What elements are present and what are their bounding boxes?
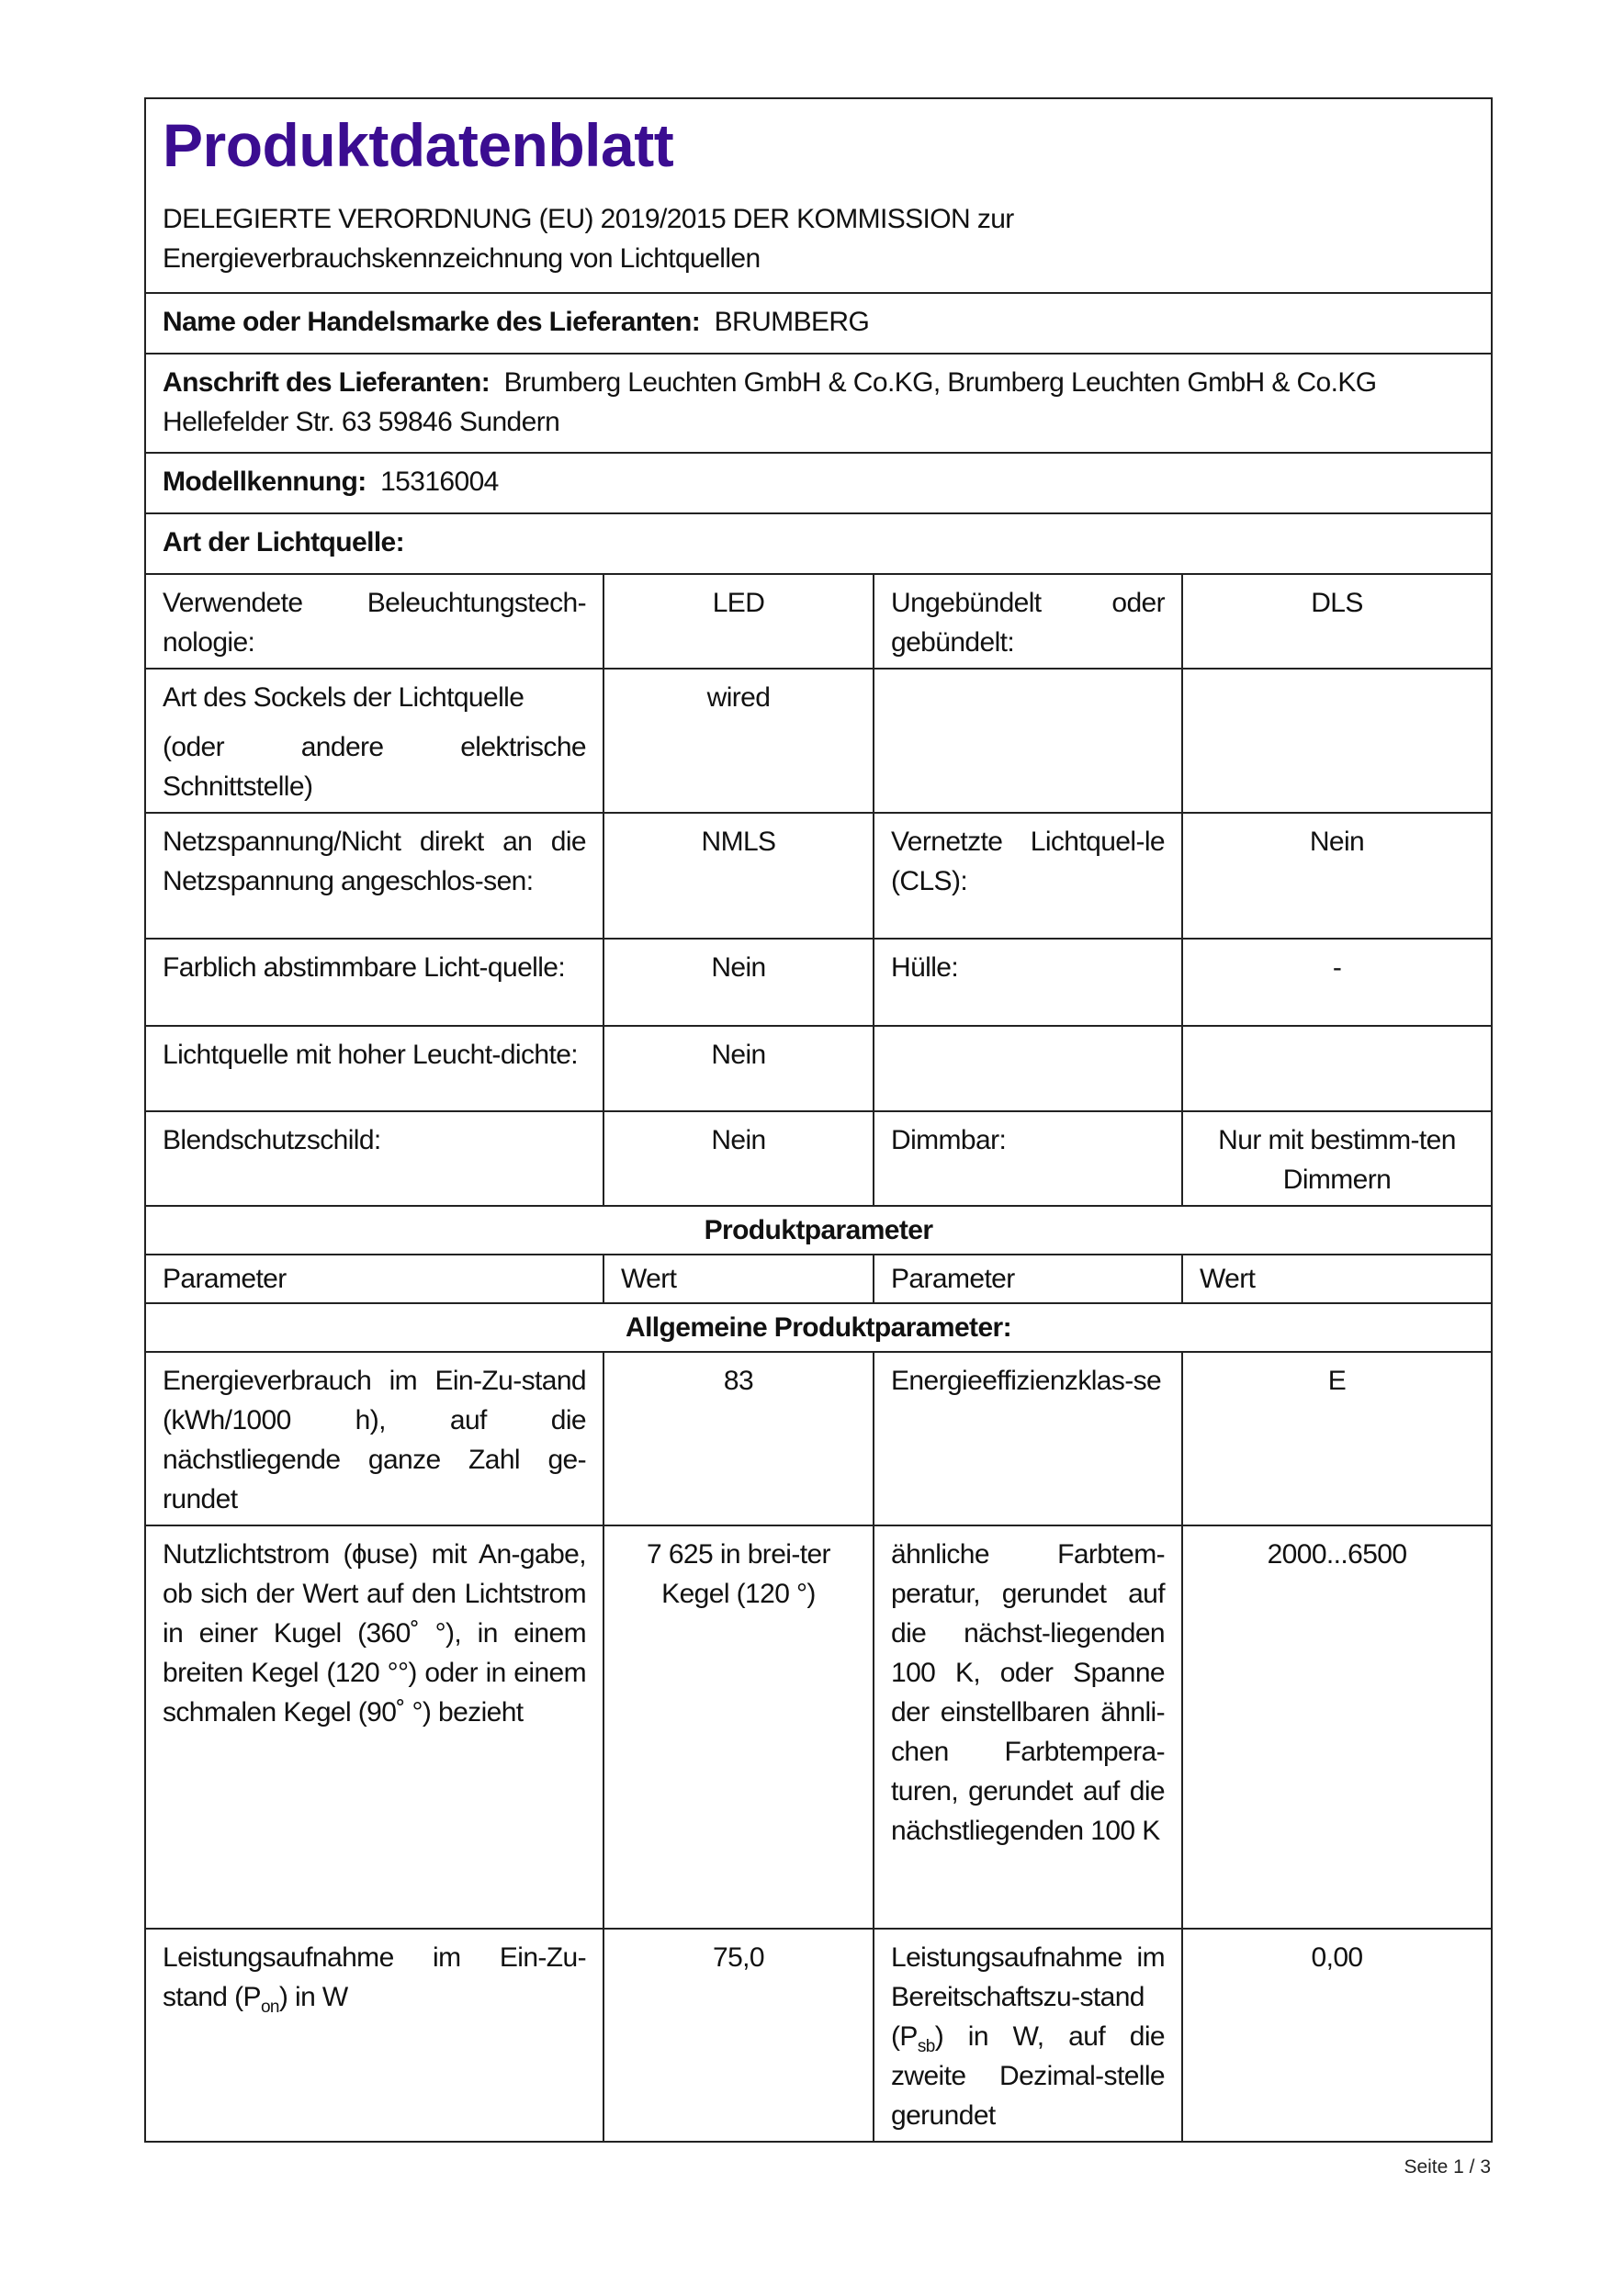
param-value: Nur mit bestimm-ten Dimmern bbox=[1182, 1111, 1492, 1206]
supplier-address-row bbox=[145, 354, 1492, 453]
model-label: Modellkennung: bbox=[163, 467, 367, 497]
param-label: ähnliche Farbtem-peratur, gerundet auf die nächst-liegenden 100 K, oder Spanne der einstellbaren ähnli-chen Farbtempera-turen, gerundet auf die nächstliegenden 100 K bbox=[874, 1525, 1182, 1929]
param-value: LED bbox=[603, 574, 874, 669]
param-value: Nein bbox=[1182, 813, 1492, 939]
header-cell bbox=[145, 98, 1492, 293]
param-label: Blendschutzschild: bbox=[145, 1111, 603, 1206]
general-parameters-heading: Allgemeine Produktparameter: bbox=[145, 1303, 1492, 1352]
param-label: Vernetzte Lichtquel-le (CLS): bbox=[874, 813, 1182, 939]
param-label: Lichtquelle mit hoher Leucht-dichte: bbox=[145, 1026, 603, 1111]
param-label bbox=[874, 669, 1182, 813]
param-value: 2000...6500 bbox=[1182, 1525, 1492, 1929]
table-row bbox=[145, 813, 1492, 939]
param-label: Dimmbar: bbox=[874, 1111, 1182, 1206]
param-label: Ungebündelt oder gebündelt: bbox=[874, 574, 1182, 669]
param-label: Leistungsaufnahme im Ein-Zu-stand $(P_{on})$ in W bbox=[145, 1929, 603, 2142]
param-label: Netzspannung/Nicht direkt an die Netzspannung angeschlos-sen: bbox=[145, 813, 603, 939]
supplier-name-row bbox=[145, 293, 1492, 354]
page-number: Seite 1 / 3 bbox=[1404, 2156, 1491, 2178]
param-value: Nein bbox=[603, 1026, 874, 1111]
param-value: E bbox=[1182, 1352, 1492, 1525]
table-row bbox=[145, 574, 1492, 669]
supplier-name-label: Name oder Handelsmarke des Lieferanten: bbox=[163, 307, 701, 337]
table-row bbox=[145, 669, 1492, 813]
light-source-type-heading-row bbox=[145, 513, 1492, 574]
light-source-type-heading: Art der Lichtquelle: bbox=[145, 513, 1492, 574]
param-value: 75,0 bbox=[603, 1929, 874, 2142]
param-label: Verwendete Beleuchtungstech-nologie: bbox=[145, 574, 603, 669]
table-row bbox=[145, 1352, 1492, 1525]
model-row bbox=[145, 453, 1492, 513]
param-value: 0,00 bbox=[1182, 1929, 1492, 2142]
general-parameters-heading-row bbox=[145, 1303, 1492, 1352]
param-value: Nein bbox=[603, 939, 874, 1026]
column-header-value: Wert bbox=[603, 1255, 874, 1303]
param-value: - bbox=[1182, 939, 1492, 1026]
param-label-note: (oder andere elektrische Schnittstelle) bbox=[163, 732, 586, 802]
param-label: Energieeffizienzklas-se bbox=[874, 1352, 1182, 1525]
param-value: NMLS bbox=[603, 813, 874, 939]
regulation-line-1: DELEGIERTE VERORDNUNG (EU) 2019/2015 DER KOMMISSION zur bbox=[163, 204, 1014, 234]
param-label bbox=[874, 1026, 1182, 1111]
column-header-row bbox=[145, 1255, 1492, 1303]
column-header-parameter: Parameter bbox=[874, 1255, 1182, 1303]
param-label: Farblich abstimmbare Licht-quelle: bbox=[145, 939, 603, 1026]
supplier-address-value: Brumberg Leuchten GmbH & Co.KG, Brumberg Leuchten GmbH & Co.KG Hellefelder Str. 63 59846 Sundern bbox=[163, 367, 1377, 437]
table-row bbox=[145, 1525, 1492, 1929]
model-value: 15316004 bbox=[380, 467, 499, 497]
product-data-sheet bbox=[144, 97, 1491, 2143]
param-label: Nutzlichtstrom (ɸuse) mit An-gabe, ob sich der Wert auf den Lichtstrom in einer Kugel (360˚ °), in einem breiten Kegel (120 °°) oder in einem schmalen Kegel (90˚ °) bezieht bbox=[145, 1525, 603, 1929]
product-parameters-heading: Produktparameter bbox=[145, 1206, 1492, 1255]
param-label: Art des Sockels der Lichtquelle bbox=[163, 682, 524, 713]
table-row bbox=[145, 1026, 1492, 1111]
table-row bbox=[145, 1111, 1492, 1206]
param-value: 83 bbox=[603, 1352, 874, 1525]
page-title: Produktdatenblatt bbox=[163, 111, 674, 179]
param-value: wired bbox=[603, 669, 874, 813]
param-value: Nein bbox=[603, 1111, 874, 1206]
product-parameters-heading-row bbox=[145, 1206, 1492, 1255]
regulation-line-2: Energieverbrauchskennzeichnung von Lichtquellen bbox=[163, 243, 761, 274]
param-label: Leistungsaufnahme im Bereitschaftszu-stand $(P_{sb})$ in W, auf die zweite Dezimal-stelle gerundet bbox=[874, 1929, 1182, 2142]
param-value bbox=[1182, 1026, 1492, 1111]
supplier-name-value: BRUMBERG bbox=[714, 307, 870, 337]
column-header-value: Wert bbox=[1182, 1255, 1492, 1303]
param-value bbox=[1182, 669, 1492, 813]
header-row bbox=[145, 98, 1492, 293]
table-row bbox=[145, 939, 1492, 1026]
param-label: Hülle: bbox=[874, 939, 1182, 1026]
column-header-parameter: Parameter bbox=[145, 1255, 603, 1303]
table-row bbox=[145, 1929, 1492, 2142]
datasheet-table bbox=[144, 97, 1493, 2143]
param-label: Energieverbrauch im Ein-Zu-stand (kWh/1000 h), auf die nächstliegende ganze Zahl ge-rundet bbox=[145, 1352, 603, 1525]
param-value: DLS bbox=[1182, 574, 1492, 669]
param-value: 7 625 in brei-ter Kegel (120 °) bbox=[603, 1525, 874, 1929]
supplier-address-label: Anschrift des Lieferanten: bbox=[163, 367, 491, 398]
